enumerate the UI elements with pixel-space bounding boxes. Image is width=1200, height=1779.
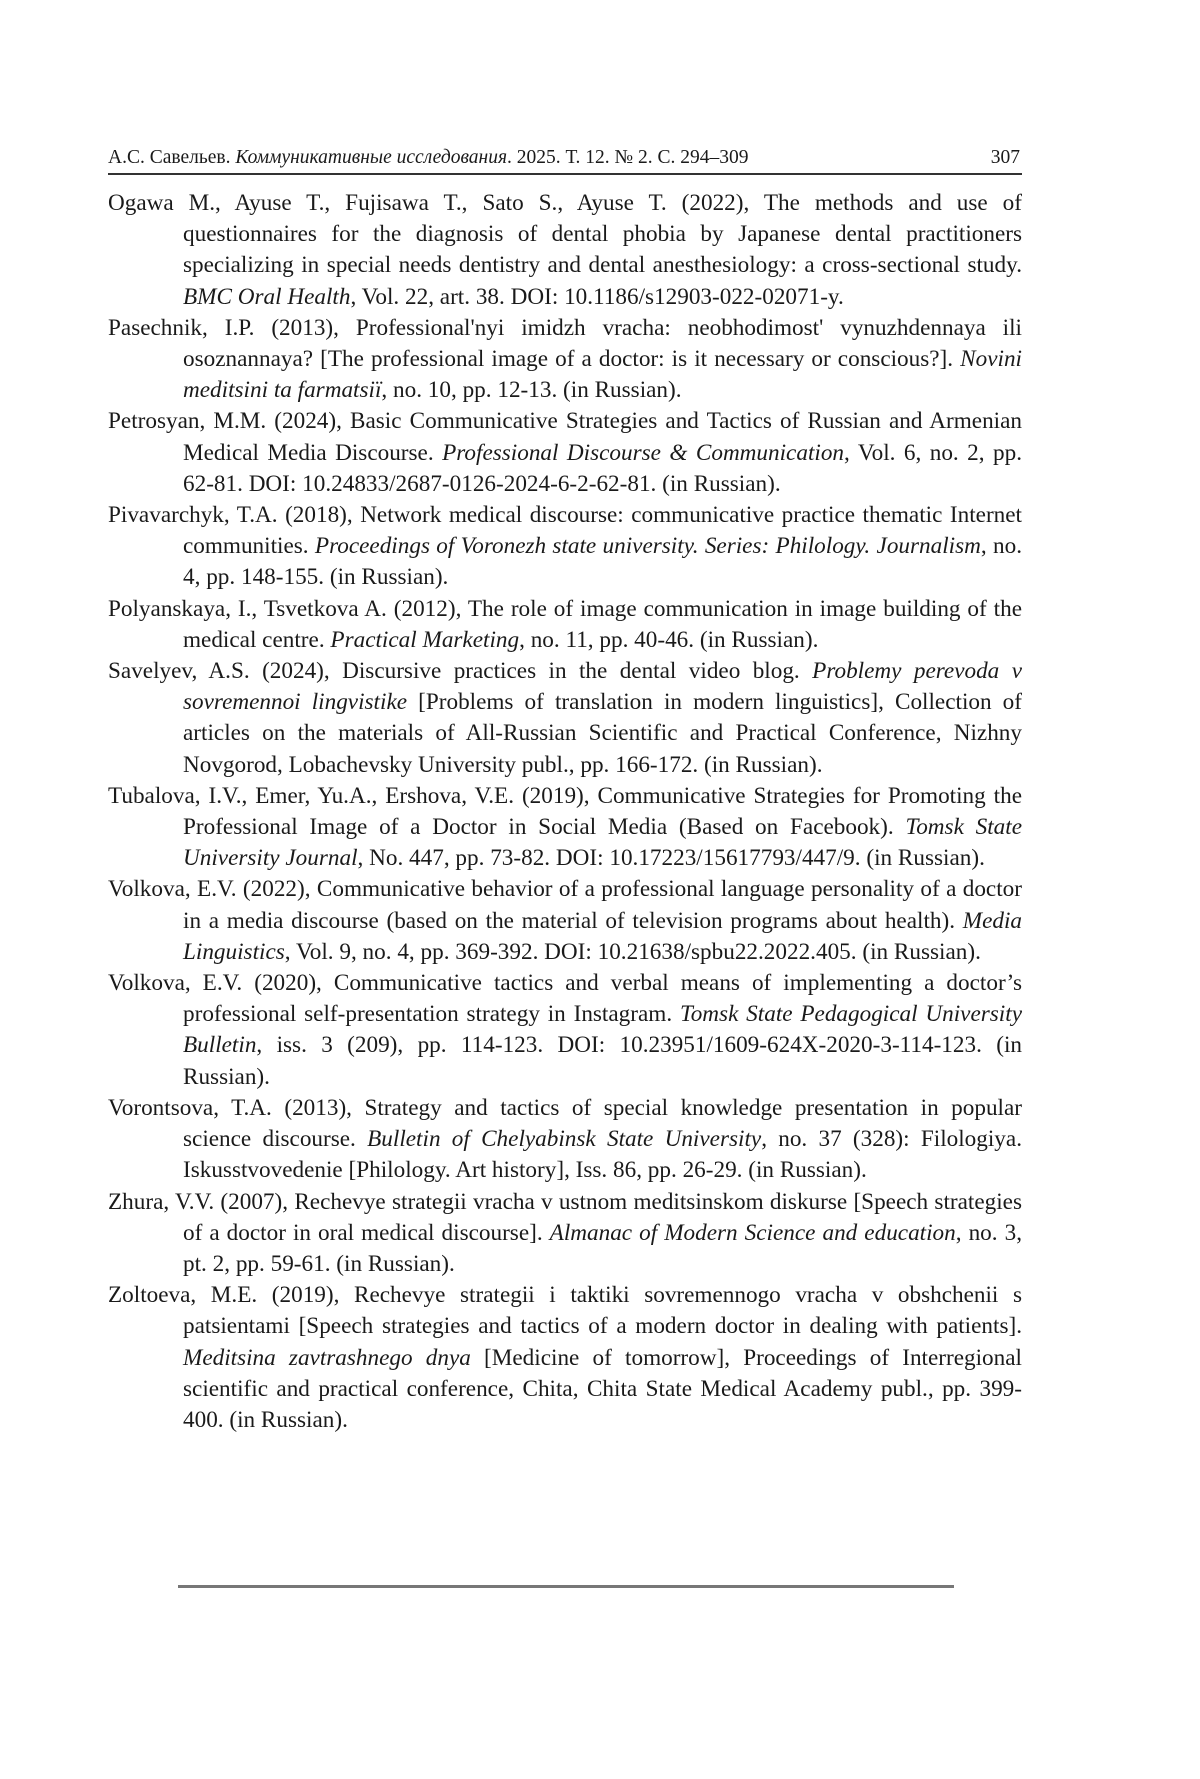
header-journal: Коммуникативные исследования bbox=[235, 147, 508, 168]
reference-source: Novini meditsini ta farmatsiï bbox=[183, 346, 1022, 404]
reference-volkova-2020 bbox=[108, 968, 1022, 1093]
reference-text: Zhura, V.V. (2007), Rechevye strategii vracha v ustnom meditsinskom diskurse [Speech strategies of a doctor in oral medical discourse]. bbox=[108, 1188, 1022, 1246]
reference-source: Meditsina zavtrashnego dnya bbox=[183, 1344, 471, 1371]
reference-zoltoeva-2019 bbox=[108, 1280, 1022, 1436]
reference-text: Tubalova, I.V., Emer, Yu.A., Ershova, V.E. (2019), Communicative Strategies for Promoting the Professional Image of a Doctor in Social Media (Based on Facebook). bbox=[108, 782, 1022, 841]
header-citation bbox=[108, 143, 749, 173]
reference-vorontsova-2013 bbox=[108, 1093, 1022, 1187]
reference-text: Petrosyan, M.M. (2024), Basic Communicative Strategies and Tactics of Russian and Armenian Medical Media Discourse. bbox=[108, 408, 1022, 466]
reference-details: , Vol. 6, no. 2, pp. 62-81. DOI: 10.24833/2687-0126-2024-6-2-62-81. (in Russian). bbox=[183, 439, 1023, 497]
reference-text: Savelyev, A.S. (2024), Discursive practices in the dental video blog. bbox=[108, 658, 813, 685]
reference-text: Polyanskaya, I., Tsvetkova A. (2012), The role of image communication in image building of the medical centre. bbox=[108, 595, 1022, 653]
reference-text: Pasechnik, I.P. (2013), Professional'nyi imidzh vracha: neobhodimost' vynuzhdennaya ili osoznannaya? [The professional image of a doctor: is it necessary or conscious?]. bbox=[108, 314, 1022, 373]
reference-text: Volkova, E.V. (2022), Communicative behavior of a professional language personality of a doctor in a media discourse (based on the material of television programs about health). bbox=[108, 876, 1022, 934]
running-header bbox=[108, 143, 1022, 175]
header-volume-issue: . 2025. Т. 12. № 2. С. 294–309 bbox=[507, 147, 749, 168]
reference-details: , no. 10, pp. 12-13. (in Russian). bbox=[381, 377, 682, 404]
reference-volkova-2022 bbox=[108, 874, 1022, 968]
page-number: 307 bbox=[990, 147, 1020, 168]
reference-details: , no. 4, pp. 148-155. (in Russian). bbox=[183, 533, 1022, 591]
reference-source: Proceedings of Voronezh state university. Series: Philology. Journalism bbox=[314, 533, 981, 560]
reference-source: Practical Marketing bbox=[330, 626, 520, 653]
reference-source: Tomsk State University Journal bbox=[183, 814, 1022, 872]
reference-source: Almanac of Modern Science and education bbox=[549, 1219, 956, 1246]
reference-details: , No. 447, pp. 73-82. DOI: 10.17223/15617793/447/9. (in Russian). bbox=[357, 845, 985, 872]
reference-details: [Medicine of tomorrow], Proceedings of Interregional scientific and practical conference, Chita, Chita State Medical Academy publ., pp. 399-400. (in Russian). bbox=[183, 1344, 1022, 1433]
reference-details: , iss. 3 (209), pp. 114-123. DOI: 10.23951/1609-624X-2020-3-114-123. (in Russian). bbox=[183, 1032, 1022, 1090]
reference-text: Volkova, E.V. (2020), Communicative tactics and verbal means of implementing a doctor’s professional self-presentation strategy in Instagram. bbox=[108, 970, 1022, 1028]
header-authors: А.С. Савельев. bbox=[108, 147, 231, 168]
reference-details: , Vol. 22, art. 38. DOI: 10.1186/s12903-022-02071-y. bbox=[350, 283, 844, 310]
reference-pasechnik-2013 bbox=[108, 313, 1022, 407]
reference-source: Professional Discourse & Communication bbox=[442, 439, 845, 466]
reference-text: Pivavarchyk, T.A. (2018), Network medical discourse: communicative practice thematic Internet communities. bbox=[108, 502, 1022, 560]
reference-zhura-2007 bbox=[108, 1187, 1022, 1281]
reference-details: , Vol. 9, no. 4, pp. 369-392. DOI: 10.21638/spbu22.2022.405. (in Russian). bbox=[284, 938, 981, 965]
reference-polyanskaya-2012 bbox=[108, 594, 1022, 656]
reference-pivavarchyk-2018 bbox=[108, 500, 1022, 594]
reference-tubalova-2019 bbox=[108, 781, 1022, 875]
reference-list bbox=[108, 188, 1022, 1436]
reference-source: Bulletin of Chelyabinsk State University bbox=[367, 1126, 762, 1153]
reference-petrosyan-2024 bbox=[108, 406, 1022, 500]
reference-ogawa-2022 bbox=[108, 188, 1022, 313]
reference-text: Zoltoeva, M.E. (2019), Rechevye strategii i taktiki sovremennogo vracha v obshchenii s patsientami [Speech strategies and tactics of a modern doctor in dealing with patients]. bbox=[108, 1282, 1022, 1340]
reference-details: , no. 11, pp. 40-46. (in Russian). bbox=[519, 626, 819, 653]
reference-text: Vorontsova, T.A. (2013), Strategy and tactics of special knowledge presentation in popular science discourse. bbox=[108, 1094, 1022, 1153]
reference-source: Problemy perevoda v sovremennoi lingvistike bbox=[183, 658, 1022, 716]
reference-source: Tomsk State Pedagogical University Bulletin bbox=[183, 1001, 1022, 1059]
reference-source: Media Linguistics bbox=[183, 907, 1022, 965]
reference-details: , no. 3, pt. 2, pp. 59-61. (in Russian). bbox=[183, 1219, 1022, 1277]
reference-source: BMC Oral Health bbox=[183, 283, 351, 310]
reference-details: [Problems of translation in modern linguistics], Collection of articles on the materials of All-Russian Scientific and Practical Conference, Nizhny Novgorod, Lobachevsky University publ., pp. 166-172. (in Russian). bbox=[183, 689, 1022, 778]
end-of-references-rule bbox=[178, 1585, 954, 1588]
reference-text: Ogawa M., Ayuse T., Fujisawa T., Sato S., Ayuse T. (2022), The methods and use of questionnaires for the diagnosis of dental phobia by Japanese dental practitioners specializing in special needs dentistry and dental anesthesiology: a cross-sectional study. bbox=[108, 190, 1022, 279]
reference-savelyev-2024 bbox=[108, 656, 1022, 781]
reference-details: , no. 37 (328): Filologiya. Iskusstvovedenie [Philology. Art history], Iss. 86, pp. 26-29. (in Russian). bbox=[183, 1126, 1022, 1184]
